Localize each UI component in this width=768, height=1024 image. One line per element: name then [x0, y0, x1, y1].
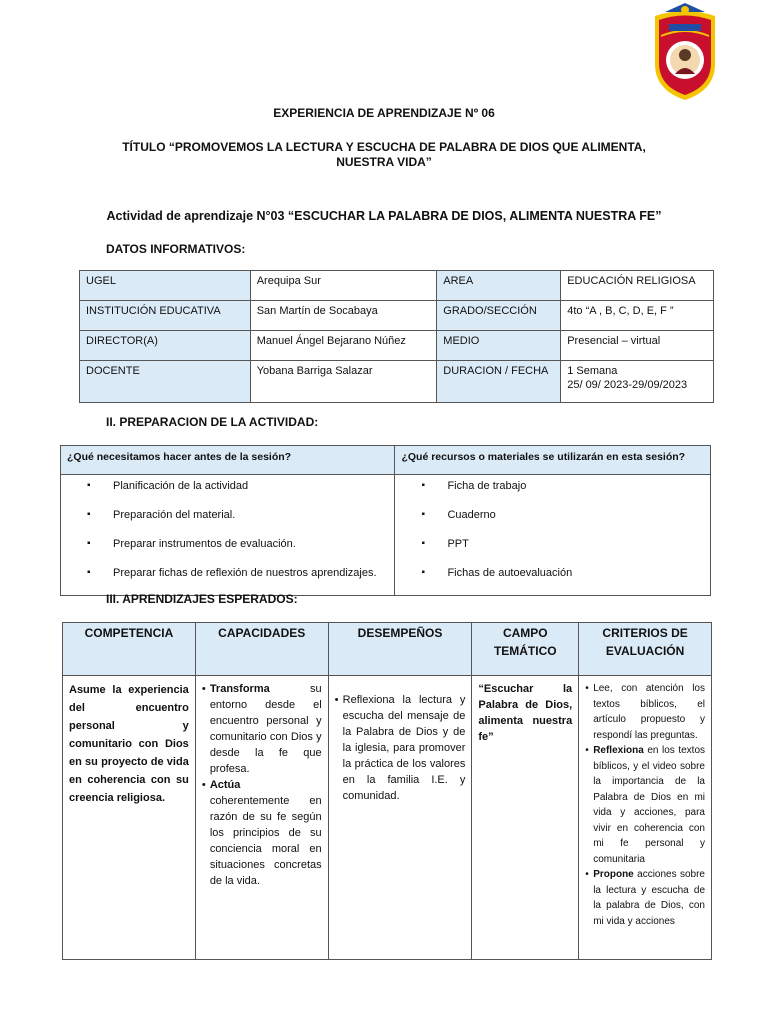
- prep-col2-cell: [395, 475, 711, 596]
- list-item: ▪ Ficha de trabajo: [395, 479, 710, 493]
- value-medio: Presencial – virtual: [561, 331, 714, 361]
- value-area: EDUCACIÓN RELIGIOSA: [561, 271, 714, 301]
- duracion-fecha: 25/ 09/ 2023-29/09/2023: [567, 379, 688, 391]
- aprendizajes-table: [62, 622, 712, 960]
- value-director: Manuel Ángel Bejarano Núñez: [250, 331, 437, 361]
- list-item: • Lee, con atención los textos bíblicos, el artículo propuesto y respondí las preguntas.: [585, 681, 705, 743]
- school-crest-logo: [651, 2, 719, 102]
- label-medio: MEDIO: [437, 331, 561, 361]
- experience-title: EXPERIENCIA DE APRENDIZAJE Nº 06: [273, 106, 495, 120]
- aprendizajes-heading: III. APRENDIZAJES ESPERADOS:: [106, 592, 298, 606]
- label-grado: GRADO/SECCIÓN: [437, 301, 561, 331]
- label-director: DIRECTOR(A): [80, 331, 251, 361]
- title-line-2: NUESTRA VIDA”: [336, 155, 432, 169]
- list-item: ▪ Preparar fichas de reflexión de nuestros aprendizajes.: [61, 566, 394, 580]
- table-row: [80, 271, 714, 301]
- preparacion-heading: II. PREPARACION DE LA ACTIVIDAD:: [106, 415, 319, 429]
- datos-heading: DATOS INFORMATIVOS:: [106, 242, 246, 256]
- prep-col2-header: ¿Qué recursos o materiales se utilizarán en esta sesión?: [395, 446, 711, 475]
- competencia-cell: Asume la experiencia del encuentro personal y comunitario con Dios en su proyecto de vida en coherencia con su creencia religiosa.: [63, 676, 196, 960]
- header-campo: CAMPO TEMÁTICO: [472, 623, 579, 676]
- duracion-semana: 1 Semana: [567, 365, 618, 377]
- activity-title: Actividad de aprendizaje N°03 “ESCUCHAR LA PALABRA DE DIOS, ALIMENTA NUESTRA FE”: [106, 209, 662, 223]
- label-docente: DOCENTE: [80, 361, 251, 403]
- list-item: ▪ Preparar instrumentos de evaluación.: [61, 537, 394, 551]
- table-row: [80, 301, 714, 331]
- experience-subtitle: [0, 140, 768, 170]
- list-item: • Actúa coherentemente en razón de su fe según los principios de su conciencia moral en situaciones concretas de la vida.: [202, 777, 322, 889]
- label-institucion: INSTITUCIÓN EDUCATIVA: [80, 301, 251, 331]
- list-item: • Reflexiona la lectura y escucha del mensaje de la Palabra de Dios y de la iglesia, para promover la práctica de los valores en la familia I.E. y comunidad.: [335, 692, 466, 804]
- header-capacidades: CAPACIDADES: [195, 623, 328, 676]
- label-ugel: UGEL: [80, 271, 251, 301]
- label-area: AREA: [437, 271, 561, 301]
- table-row: [61, 446, 711, 475]
- table-row: [63, 676, 712, 960]
- header-competencia: COMPETENCIA: [63, 623, 196, 676]
- list-item: ▪ Planificación de la actividad: [61, 479, 394, 493]
- preparacion-table: [60, 445, 711, 596]
- prep-col1-header: ¿Qué necesitamos hacer antes de la sesión?: [61, 446, 395, 475]
- value-ugel: Arequipa Sur: [250, 271, 437, 301]
- table-row: [61, 475, 711, 596]
- table-row: [63, 623, 712, 676]
- desempenos-cell: [328, 676, 472, 960]
- table-row: [80, 331, 714, 361]
- value-institucion: San Martín de Socabaya: [250, 301, 437, 331]
- table-row: [80, 361, 714, 403]
- list-item: ▪ Fichas de autoevaluación: [395, 566, 710, 580]
- value-grado: 4to “A , B, C, D, E, F ”: [561, 301, 714, 331]
- header-desempenos: DESEMPEÑOS: [328, 623, 472, 676]
- list-item: ▪ Preparación del material.: [61, 508, 394, 522]
- prep-col1-cell: [61, 475, 395, 596]
- campo-cell: “Escuchar la Palabra de Dios, alimenta nuestra fe”: [472, 676, 579, 960]
- capacidades-cell: [195, 676, 328, 960]
- value-duracion: [561, 361, 714, 403]
- list-item: ▪ PPT: [395, 537, 710, 551]
- list-item: • Propone acciones sobre la lectura y escucha de la palabra de Dios, con mi vida y acciones: [585, 867, 705, 929]
- label-duracion: DURACION / FECHA: [437, 361, 561, 403]
- title-line-1: TÍTULO “PROMOVEMOS LA LECTURA Y ESCUCHA DE PALABRA DE DIOS QUE ALIMENTA,: [122, 140, 646, 154]
- datos-informativos-table: [79, 270, 714, 403]
- list-item: • Reflexiona en los textos bíblicos, y el video sobre la importancia de la Palabra de Dios en mi vida y acciones, para vivir en coherencia con mi fe personal y comunitaria: [585, 743, 705, 867]
- header-criterios: CRITERIOS DE EVALUACIÓN: [579, 623, 712, 676]
- list-item: ▪ Cuaderno: [395, 508, 710, 522]
- list-item: • Transforma su entorno desde el encuentro personal y comunitario con Dios y desde la fe que profesa.: [202, 681, 322, 777]
- criterios-cell: [579, 676, 712, 960]
- value-docente: Yobana Barriga Salazar: [250, 361, 437, 403]
